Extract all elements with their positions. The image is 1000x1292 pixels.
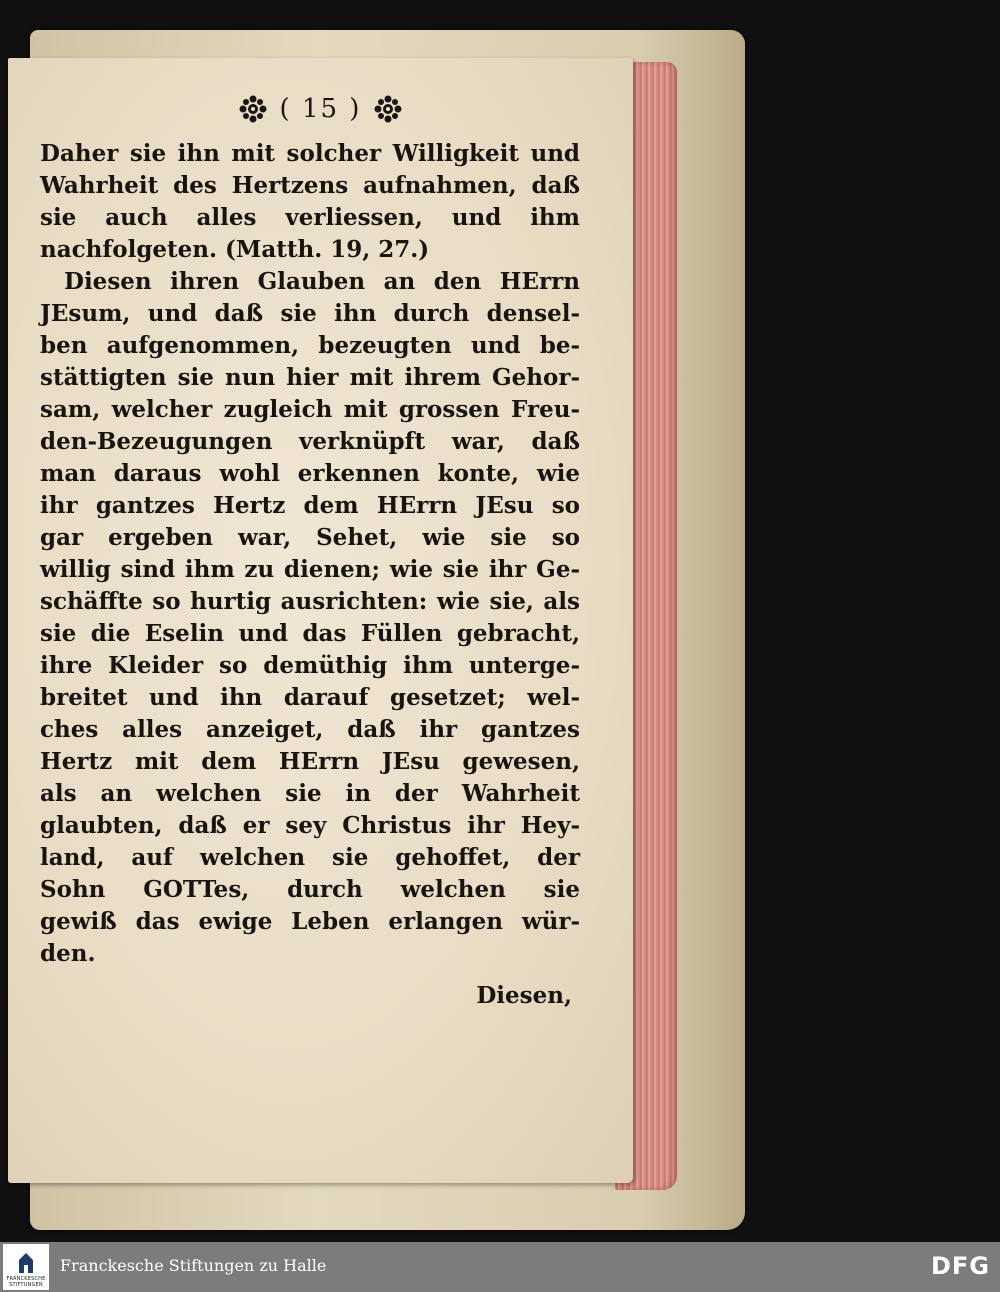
text-line: gar ergeben war, Sehet, wie sie so bbox=[40, 524, 580, 551]
building-icon bbox=[17, 1252, 35, 1274]
text-line: Sohn GOTTes, durch welchen sie bbox=[40, 876, 580, 903]
text-line: Hertz mit dem HErrn JEsu gewesen, bbox=[40, 748, 580, 775]
text-line: glaubten, daß er sey Christus ihr Hey- bbox=[40, 812, 580, 839]
text-line: ben aufgenommen, bezeugten und be- bbox=[40, 332, 580, 359]
text-line: man daraus wohl erkennen konte, wie bbox=[40, 460, 580, 487]
page-header bbox=[8, 94, 633, 124]
viewer-footer bbox=[0, 1242, 1000, 1292]
page-number: ( 15 ) bbox=[279, 94, 362, 124]
text-line: breitet und ihn darauf gesetzet; wel- bbox=[40, 684, 580, 711]
text-line: sie auch alles verliessen, und ihm bbox=[40, 204, 580, 231]
catchword: Diesen, bbox=[476, 982, 572, 1009]
text-line: ihre Kleider so demüthig ihm unterge- bbox=[40, 652, 580, 679]
institution-name: Franckesche Stiftungen zu Halle bbox=[60, 1256, 327, 1275]
text-line: nachfolgeten. (Matth. 19, 27.) bbox=[40, 236, 430, 263]
text-line: Diesen ihren Glauben an den HErrn bbox=[64, 268, 580, 295]
logo-text-line: STIFTUNGEN bbox=[9, 1282, 43, 1288]
text-line: ches alles anzeiget, daß ihr gantzes bbox=[40, 716, 580, 743]
text-line: willig sind ihm zu dienen; wie sie ihr Ge- bbox=[40, 556, 580, 583]
text-line: land, auf welchen sie gehoffet, der bbox=[40, 844, 580, 871]
flower-ornament-left-icon bbox=[238, 94, 268, 124]
text-line: sam, welcher zugleich mit grossen Freu- bbox=[40, 396, 580, 423]
logo-text bbox=[6, 1276, 45, 1288]
text-line: den-Bezeugungen verknüpft war, daß bbox=[40, 428, 580, 455]
text-line: sie die Eselin und das Füllen gebracht, bbox=[40, 620, 580, 647]
text-line: Daher sie ihn mit solcher Willigkeit und bbox=[40, 140, 580, 167]
logo-text-line: FRANCKESCHE bbox=[6, 1276, 46, 1282]
text-line: schäffte so hurtig ausrichten: wie sie, als bbox=[40, 588, 580, 615]
text-line: gewiß das ewige Leben erlangen wür- bbox=[40, 908, 580, 935]
text-line: ihr gantzes Hertz dem HErrn JEsu so bbox=[40, 492, 580, 519]
text-line: JEsum, und daß sie ihn durch densel- bbox=[40, 300, 580, 327]
text-line: Wahrheit des Hertzens aufnahmen, daß bbox=[40, 172, 580, 199]
text-line: als an welchen sie in der Wahrheit bbox=[40, 780, 580, 807]
franckesche-stiftungen-logo bbox=[3, 1244, 49, 1290]
text-line: stättigten sie nun hier mit ihrem Gehor- bbox=[40, 364, 580, 391]
dfg-logo: DFG bbox=[930, 1252, 990, 1280]
body-text bbox=[40, 138, 580, 1012]
flower-ornament-right-icon bbox=[373, 94, 403, 124]
book-page bbox=[8, 58, 633, 1183]
text-line: den. bbox=[40, 940, 96, 967]
